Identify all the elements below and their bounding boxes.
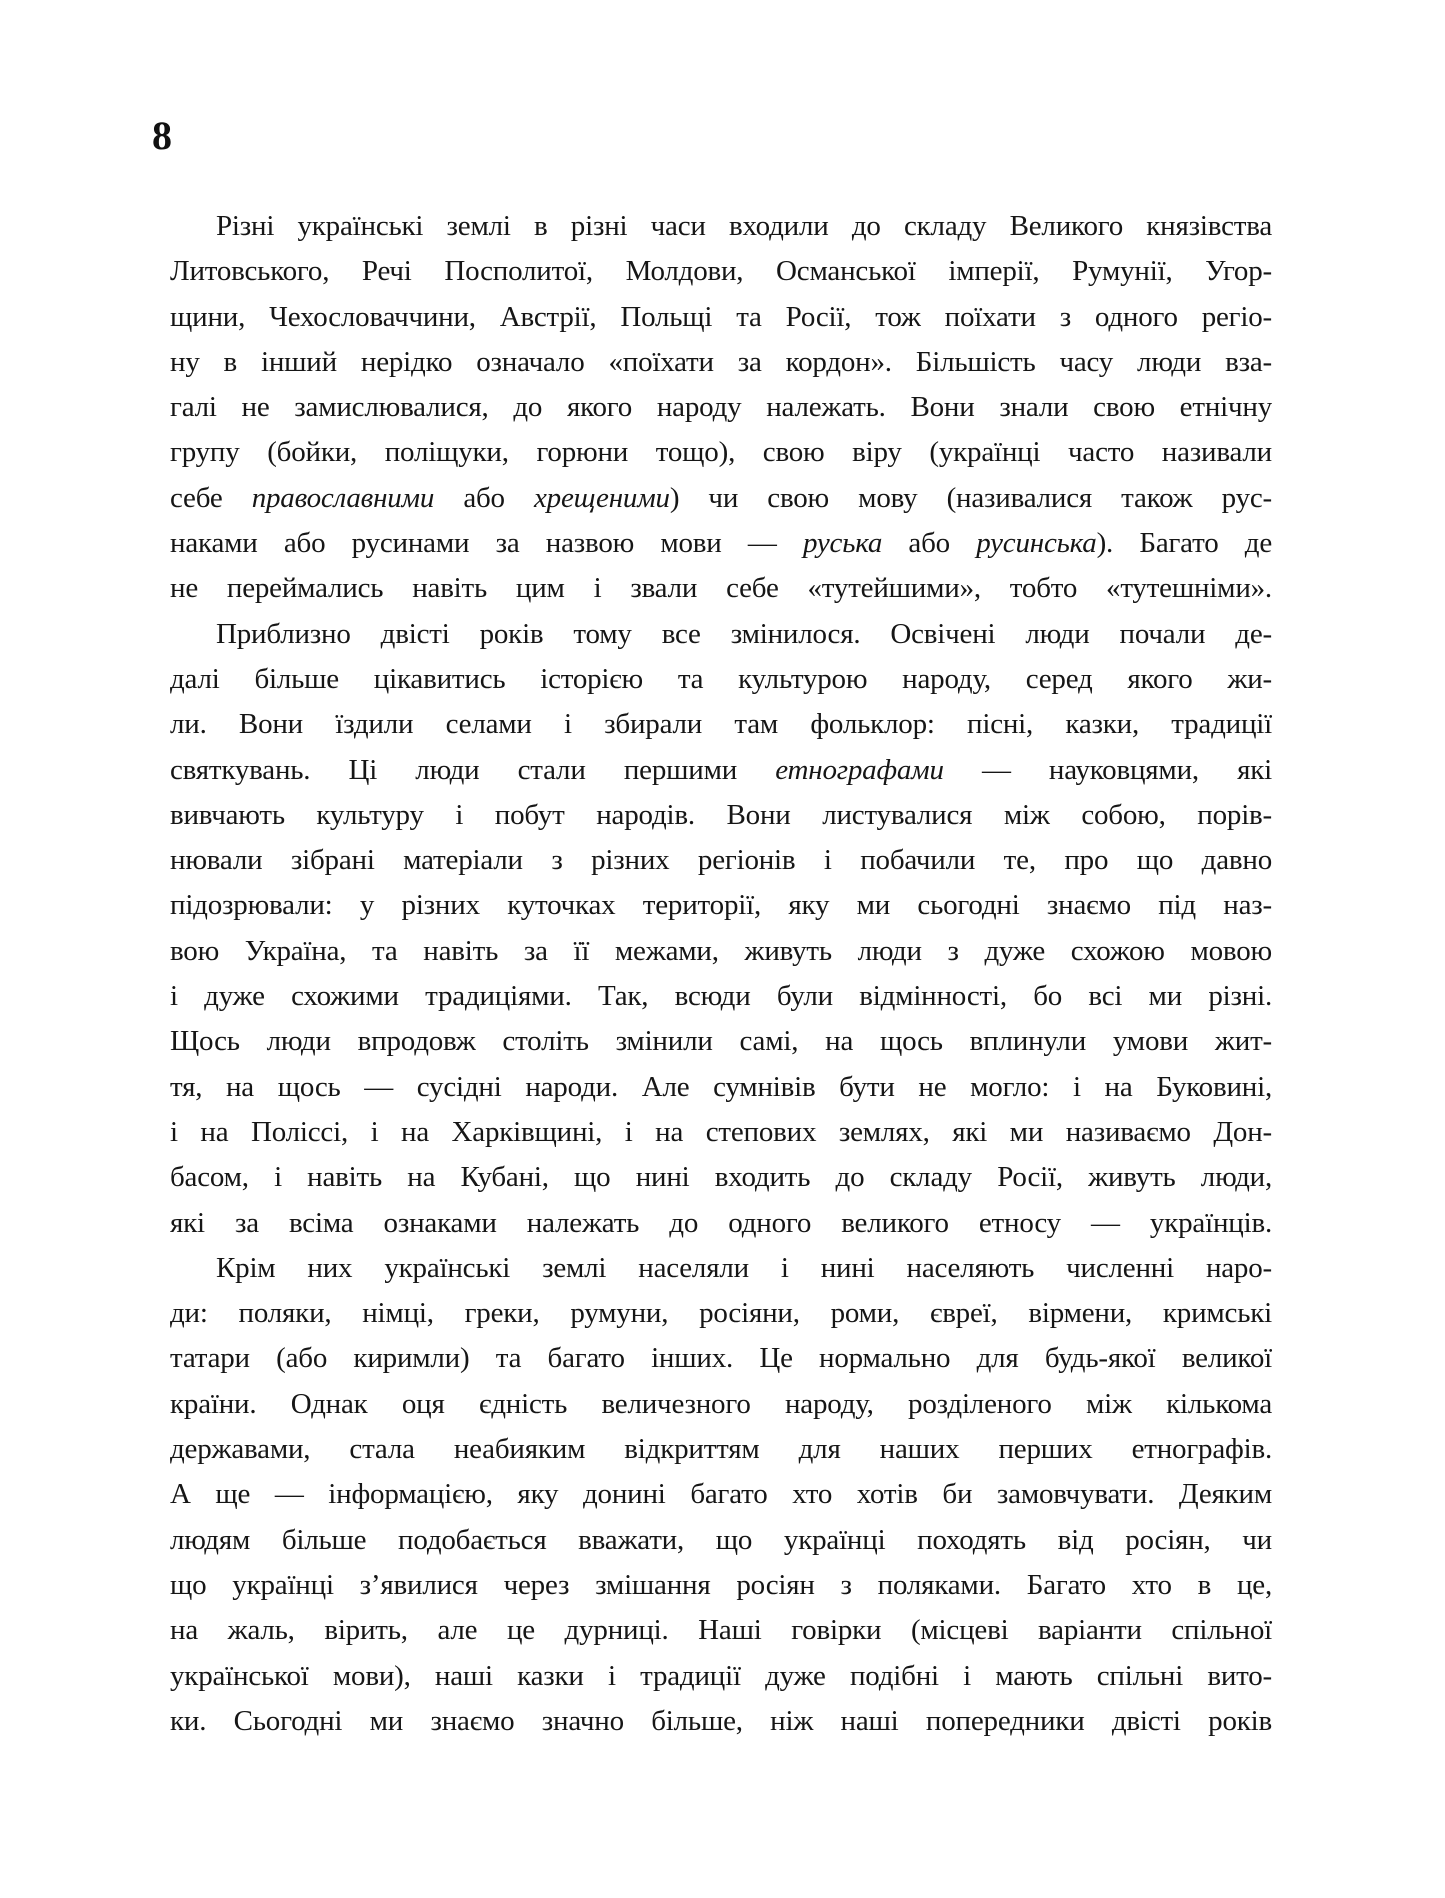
- text-segment: людям більше подобається вважати, що українці походять від росіян, чи: [170, 1523, 1272, 1556]
- italic-text-segment: руська: [802, 527, 883, 560]
- text-segment: або: [434, 481, 534, 514]
- text-segment: які за всіма ознаками належать до одного великого етносу — українців.: [170, 1206, 1272, 1239]
- text-segment: басом, і навіть на Кубані, що нині входить до складу Росії, живуть люди,: [170, 1161, 1272, 1194]
- text-segment: що українці з’явилися через змішання росіян з поляками. Багато хто в це,: [170, 1568, 1272, 1601]
- text-line: [170, 521, 1272, 566]
- text-segment: ди: поляки, німці, греки, румуни, росіяни, роми, євреї, вірмени, кримські: [170, 1297, 1272, 1330]
- text-segment: наками або русинами за назвою мови —: [170, 527, 803, 560]
- text-segment: ну в інший нерідко означало «поїхати за кордон». Більшість часу люди вза-: [170, 345, 1272, 378]
- text-segment: вою Україна, та навіть за її межами, живуть люди з дуже схожою мовою: [170, 934, 1272, 967]
- text-segment: або: [882, 527, 977, 560]
- text-segment: не переймались навіть цим і звали себе «тутейшими», тобто «тутешніми».: [170, 572, 1272, 605]
- text-line: [170, 1155, 1272, 1200]
- text-line: [170, 1336, 1272, 1381]
- text-line: [170, 748, 1272, 793]
- text-line: [170, 1654, 1272, 1699]
- text-line: [170, 883, 1272, 928]
- text-line: [170, 1563, 1272, 1608]
- text-line: [170, 702, 1272, 747]
- text-segment: Щось люди впродовж століть змінили самі, на щось вплинули умови жит-: [170, 1025, 1272, 1058]
- text-line: [170, 1019, 1272, 1064]
- text-line: [170, 793, 1272, 838]
- text-line: [170, 1699, 1272, 1744]
- text-line: [170, 1201, 1272, 1246]
- text-line: [170, 838, 1272, 883]
- italic-text-segment: русинська: [976, 527, 1097, 560]
- text-line: [170, 295, 1272, 340]
- text-line: [170, 430, 1272, 475]
- text-segment: Крім них українські землі населяли і нині населяють численні наро-: [216, 1251, 1272, 1284]
- text-segment: ки. Сьогодні ми знаємо значно більше, ніж наші попередники двісті років: [170, 1704, 1272, 1737]
- text-segment: себе: [170, 481, 252, 514]
- text-line: [170, 1382, 1272, 1427]
- text-segment: на жаль, вірить, але це дурниці. Наші говірки (місцеві варіанти спільної: [170, 1614, 1272, 1647]
- text-line: [170, 1608, 1272, 1653]
- text-segment: і на Поліссі, і на Харківщині, і на степових землях, які ми називаємо Дон-: [170, 1115, 1272, 1148]
- text-segment: святкувань. Ці люди стали першими: [170, 753, 776, 786]
- text-segment: далі більше цікавитись історією та культурою народу, серед якого жи-: [170, 662, 1272, 695]
- italic-text-segment: етнографами: [775, 753, 944, 786]
- paragraph: [170, 612, 1272, 1246]
- text-line: [170, 249, 1272, 294]
- text-segment: А ще — інформацією, яку донині багато хто хотів би замовчувати. Деяким: [170, 1478, 1272, 1511]
- text-segment: галі не замислювалися, до якого народу належать. Вони знали свою етнічну: [170, 391, 1272, 424]
- text-segment: нювали зібрані матеріали з різних регіонів і побачили те, про що давно: [170, 844, 1272, 877]
- text-segment: ли. Вони їздили селами і збирали там фольклор: пісні, казки, традиції: [170, 708, 1272, 741]
- text-line: [170, 1518, 1272, 1563]
- text-line: [170, 929, 1272, 974]
- text-segment: ) чи свою мову (називалися також рус-: [669, 481, 1272, 514]
- paragraph: [170, 204, 1272, 612]
- text-segment: тя, на щось — сусідні народи. Але сумнівів бути не могло: і на Буковині,: [170, 1070, 1272, 1103]
- text-line: [170, 204, 1272, 249]
- text-line: [170, 476, 1272, 521]
- text-segment: Різні українські землі в різні часи входили до складу Великого князівства: [216, 210, 1272, 242]
- text-segment: ). Багато де: [1096, 527, 1272, 560]
- text-line: [170, 1065, 1272, 1110]
- text-line: [170, 612, 1272, 657]
- text-segment: країни. Однак оця єдність величезного народу, розділеного між кількома: [170, 1387, 1272, 1420]
- italic-text-segment: хрещеними: [534, 481, 670, 514]
- text-segment: татари (або киримли) та багато інших. Це нормально для будь-якої великої: [170, 1342, 1272, 1375]
- text-segment: вивчають культуру і побут народів. Вони листувалися між собою, порів-: [170, 798, 1272, 831]
- italic-text-segment: православними: [251, 481, 435, 514]
- text-line: [170, 1472, 1272, 1517]
- text-segment: Литовського, Речі Посполитої, Молдови, Османської імперії, Румунії, Угор-: [170, 255, 1272, 288]
- text-segment: Приблизно двісті років тому все змінилося. Освічені люди почали де-: [216, 617, 1272, 650]
- text-segment: групу (бойки, поліщуки, горюни тощо), свою віру (українці часто називали: [170, 436, 1272, 469]
- page-number: 8: [152, 113, 172, 158]
- text-line: [170, 657, 1272, 702]
- text-segment: — науковцями, які: [943, 753, 1272, 786]
- text-line: [170, 1110, 1272, 1155]
- text-segment: щини, Чехословаччини, Австрії, Польщі та Росії, тож поїхати з одного регіо-: [170, 300, 1272, 333]
- text-line: [170, 1291, 1272, 1336]
- text-line: [170, 1427, 1272, 1472]
- paragraph: [170, 1246, 1272, 1744]
- text-segment: підозрювали: у різних куточках території, яку ми сьогодні знаємо під наз-: [170, 889, 1272, 922]
- text-line: [170, 340, 1272, 385]
- text-segment: державами, стала неабияким відкриттям для наших перших етнографів.: [170, 1433, 1272, 1466]
- text-line: [170, 385, 1272, 430]
- text-line: [170, 1246, 1272, 1291]
- text-line: [170, 974, 1272, 1019]
- page-text: [170, 204, 1272, 1744]
- text-line: [170, 566, 1272, 611]
- text-segment: і дуже схожими традиціями. Так, всюди були відмінності, бо всі ми різні.: [170, 980, 1272, 1013]
- text-segment: української мови), наші казки і традиції дуже подібні і мають спільні вито-: [170, 1659, 1272, 1692]
